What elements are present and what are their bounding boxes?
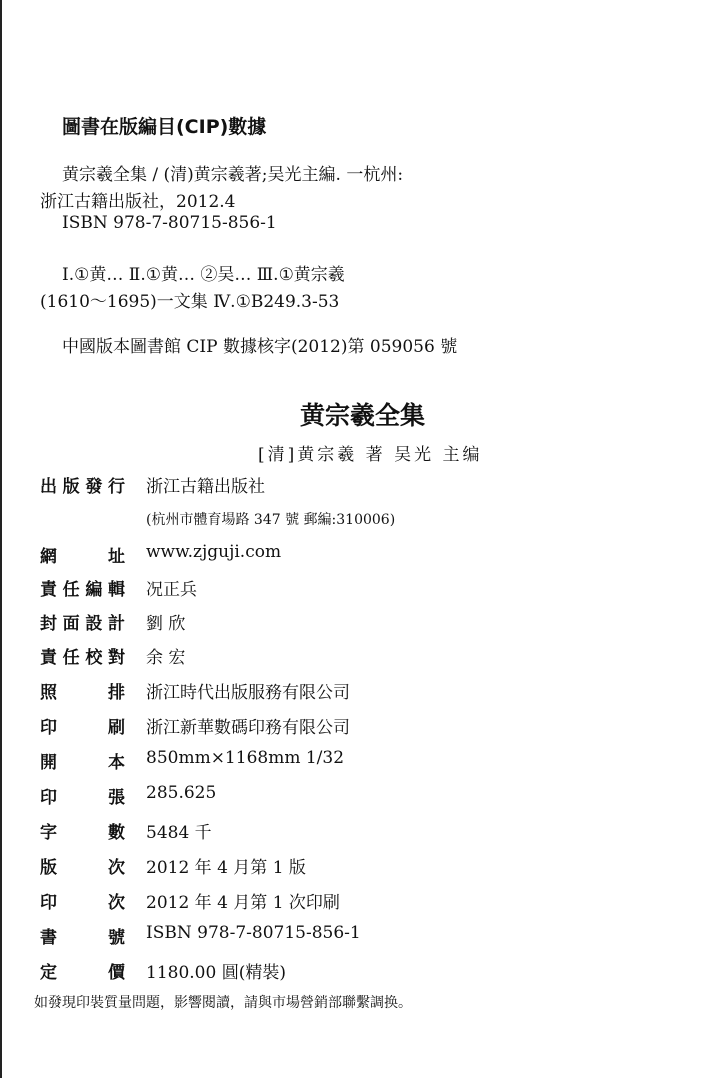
detail-label: 字 數	[40, 823, 125, 843]
detail-label: 定 價	[40, 963, 125, 983]
book-authors: [清]黄宗羲 著 吴光 主编	[258, 445, 483, 465]
cip-line-6: 中國版本圖書館 CIP 數據核字(2012)第 059056 號	[62, 337, 458, 357]
detail-label: 責 任 校 對	[40, 648, 125, 668]
cip-line-5: (1610～1695)一文集 Ⅳ.①B249.3-53	[40, 292, 340, 312]
page-edge-line	[0, 0, 2, 1078]
detail-value: 1180.00 圓(精裝)	[146, 963, 286, 983]
detail-value: 850mm×1168mm 1/32	[146, 748, 345, 768]
detail-label: 書 號	[40, 928, 125, 948]
detail-label: 責 任 編 輯	[40, 580, 125, 600]
detail-value: 浙江新華數碼印務有限公司	[146, 718, 350, 738]
detail-value: 2012 年 4 月第 1 次印刷	[146, 893, 340, 913]
detail-label: 印 次	[40, 893, 125, 913]
detail-label: 照 排	[40, 683, 125, 703]
cip-heading: 圖書在版編目(CIP)數據	[62, 116, 267, 138]
detail-label: 封 面 設 計	[40, 614, 125, 634]
footer-note: 如發現印裝質量問題，影響閱讀，請與市場營銷部聯繫調换。	[34, 995, 412, 1011]
detail-label: 網 址	[40, 547, 125, 567]
detail-address: (杭州市體育場路 347 號 郵編:310006)	[146, 512, 396, 528]
detail-label: 印 刷	[40, 718, 125, 738]
detail-value: 5484 千	[146, 823, 212, 843]
detail-value: 况正兵	[146, 580, 197, 600]
detail-value: 浙江古籍出版社	[146, 477, 265, 497]
detail-value: 2012 年 4 月第 1 版	[146, 858, 306, 878]
cip-line-3: ISBN 978-7-80715-856-1	[62, 213, 277, 233]
book-title: 黄宗羲全集	[299, 401, 425, 430]
detail-value: ISBN 978-7-80715-856-1	[146, 923, 361, 943]
detail-label: 開 本	[40, 753, 125, 773]
detail-value: 劉 欣	[146, 614, 186, 634]
detail-value: 浙江時代出版服務有限公司	[146, 683, 350, 703]
cip-line-4: Ⅰ.①黄… Ⅱ.①黄… ②吴… Ⅲ.①黄宗羲	[62, 265, 345, 285]
detail-label: 出 版 發 行	[40, 477, 125, 497]
cip-line-2: 浙江古籍出版社，2012.4	[40, 192, 236, 212]
cip-line-1: 黄宗羲全集 / (清)黄宗羲著;吴光主編. 一杭州:	[62, 165, 404, 185]
detail-label: 印 張	[40, 788, 125, 808]
detail-value: www.zjguji.com	[146, 542, 282, 562]
detail-value: 285.625	[146, 783, 217, 803]
detail-label: 版 次	[40, 858, 125, 878]
detail-value: 余 宏	[146, 648, 186, 668]
